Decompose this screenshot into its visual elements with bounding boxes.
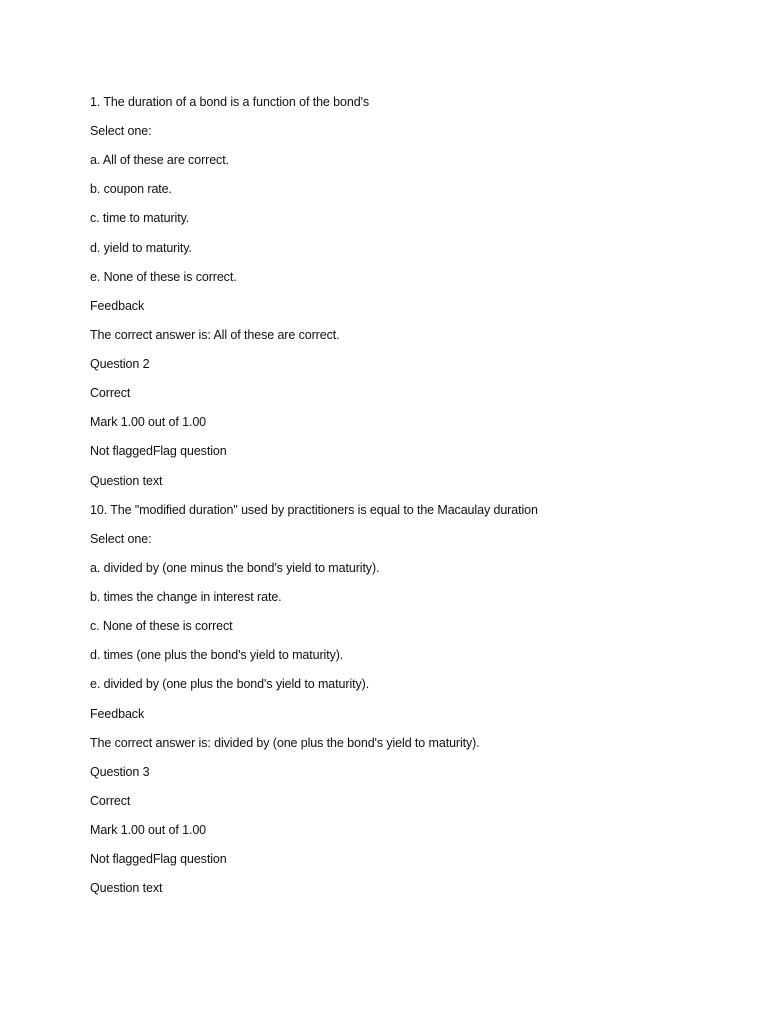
question-text-label: Question text — [90, 881, 163, 895]
select-one-label: Select one: — [90, 532, 152, 546]
question-2-status: Correct — [90, 386, 131, 400]
q10-option-d: d. times (one plus the bond's yield to maturity). — [90, 648, 344, 662]
question-text-label: Question text — [90, 474, 163, 488]
question-3-mark: Mark 1.00 out of 1.00 — [90, 823, 207, 837]
q1-option-b: b. coupon rate. — [90, 182, 172, 196]
question-3-flag: Not flaggedFlag question — [90, 852, 227, 866]
question-3-status: Correct — [90, 794, 131, 808]
question-2-heading: Question 2 — [90, 357, 150, 371]
q1-option-c: c. time to maturity. — [90, 211, 190, 225]
question-2-mark: Mark 1.00 out of 1.00 — [90, 415, 207, 429]
select-one-label: Select one: — [90, 124, 152, 138]
q10-option-b: b. times the change in interest rate. — [90, 590, 282, 604]
q10-option-a: a. divided by (one minus the bond's yield to maturity). — [90, 561, 380, 575]
q1-correct-answer: The correct answer is: All of these are correct. — [90, 328, 340, 342]
question-1-stem: 1. The duration of a bond is a function of the bond's — [90, 95, 370, 109]
feedback-heading: Feedback — [90, 299, 145, 313]
q10-correct-answer: The correct answer is: divided by (one plus the bond's yield to maturity). — [90, 736, 480, 750]
question-2-flag: Not flaggedFlag question — [90, 444, 227, 458]
q1-option-d: d. yield to maturity. — [90, 241, 192, 255]
question-10-stem: 10. The "modified duration" used by practitioners is equal to the Macaulay duration — [90, 503, 538, 517]
q10-option-c: c. None of these is correct — [90, 619, 233, 633]
q1-option-a: a. All of these are correct. — [90, 153, 229, 167]
q1-option-e: e. None of these is correct. — [90, 270, 237, 284]
feedback-heading: Feedback — [90, 707, 145, 721]
q10-option-e: e. divided by (one plus the bond's yield to maturity). — [90, 677, 370, 691]
question-3-heading: Question 3 — [90, 765, 150, 779]
